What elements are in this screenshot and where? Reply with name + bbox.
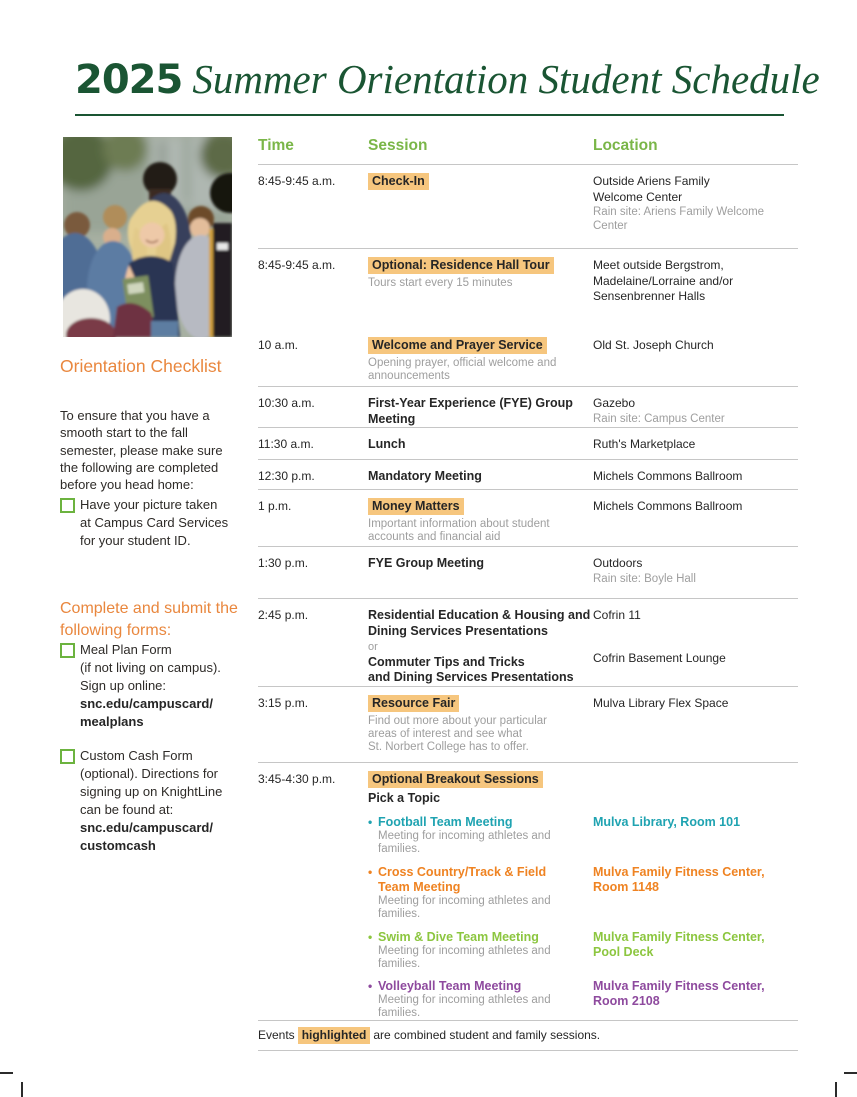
schedule-row-fye-afternoon	[258, 547, 798, 599]
event-time: 10:30 a.m.	[258, 396, 315, 410]
breakout-topic-football	[368, 815, 798, 856]
location-main: Gazebo	[593, 396, 636, 410]
crop-mark	[0, 1072, 13, 1074]
location-main: Mulva Library Flex Space	[593, 695, 729, 710]
bullet-icon: •	[368, 815, 373, 830]
form-item-text	[80, 641, 221, 731]
schedule-row-money-matters	[258, 490, 798, 547]
event-location	[593, 174, 798, 248]
session-desc: Tours start every 15 minutes	[368, 276, 513, 289]
session-title: Resource Fair	[368, 695, 459, 712]
custom-cash-url: snc.edu/campuscard/ customcash	[80, 819, 213, 853]
event-time: 1 p.m.	[258, 499, 292, 514]
rain-site-note: Rain site: Ariens Family Welcome Center	[593, 206, 765, 232]
column-header-location: Location	[593, 137, 658, 154]
legend-highlight-sample: highlighted	[298, 1027, 371, 1044]
event-time: 2:45 p.m.	[258, 608, 309, 623]
event-session	[368, 437, 593, 459]
topic-desc: Meeting for incoming athletes and families.	[378, 994, 551, 1020]
breakout-topic-cross-country	[368, 865, 798, 921]
title-underline	[75, 114, 784, 116]
event-location	[593, 396, 798, 427]
location-main: Outside Ariens Family Welcome Center	[593, 174, 710, 204]
session-title: First-Year Experience (FYE) Group Meeting	[368, 396, 573, 426]
event-session	[368, 174, 593, 248]
event-location	[593, 696, 798, 762]
event-location	[593, 258, 798, 329]
checklist-item-text: Have your picture taken at Campus Card Services for your student ID.	[80, 497, 229, 548]
topic-name: Football Team Meeting	[378, 815, 513, 830]
location-main: Outdoors	[593, 556, 643, 571]
event-session	[368, 499, 593, 546]
event-time: 11:30 a.m.	[258, 437, 314, 452]
column-header-session: Session	[368, 137, 428, 154]
session-title: Lunch	[368, 437, 406, 452]
form-item-custom-cash	[60, 747, 238, 855]
topic-location: Mulva Family Fitness Center, Room 2108	[593, 979, 765, 1009]
checkbox-icon	[60, 643, 75, 658]
form-item-meal-plan	[60, 641, 238, 731]
location-main: Ruth's Marketplace	[593, 437, 696, 452]
schedule-row-fye-group	[258, 387, 798, 428]
form-item-description: Meal Plan Form (if not living on campus). Sign up online:	[80, 642, 221, 693]
bullet-icon: •	[368, 929, 373, 944]
forms-heading: Complete and submit the following forms:	[60, 600, 238, 640]
crop-mark	[835, 1082, 837, 1097]
session-title: FYE Group Meeting	[368, 556, 484, 571]
session-title: Residential Education & Housing and Dining Services Presentations	[368, 608, 591, 638]
topic-name: Cross Country/Track & Field Team Meeting	[378, 864, 547, 894]
event-time: 8:45-9:45 a.m.	[258, 258, 336, 272]
event-location	[593, 556, 798, 598]
crop-mark	[21, 1082, 23, 1097]
event-session	[368, 469, 593, 489]
title-text: Summer Orientation Student Schedule	[192, 56, 820, 102]
schedule-row-welcome-prayer	[258, 329, 798, 387]
or-separator: or	[368, 640, 378, 653]
schedule-row-check-in	[258, 165, 798, 249]
checkbox-icon	[60, 749, 75, 764]
event-location	[593, 469, 798, 489]
session-desc: Opening prayer, official welcome and announcements	[368, 356, 557, 382]
event-time: 1:30 p.m.	[258, 556, 309, 571]
event-session	[368, 338, 593, 386]
session-title: Welcome and Prayer Service	[368, 337, 547, 354]
schedule-table	[258, 137, 798, 1051]
event-session	[368, 608, 593, 686]
event-time: 8:45-9:45 a.m.	[258, 174, 336, 188]
meal-plan-url: snc.edu/campuscard/ mealplans	[80, 695, 213, 729]
schedule-row-residence-tour	[258, 249, 798, 329]
students-photo	[63, 137, 232, 337]
topic-desc: Meeting for incoming athletes and families.	[378, 944, 551, 970]
event-session	[368, 556, 593, 598]
schedule-row-resource-fair	[258, 687, 798, 763]
schedule-row-mandatory-meeting	[258, 460, 798, 490]
topic-desc: Meeting for incoming athletes and families.	[378, 830, 551, 856]
breakout-topic-swim-dive	[368, 930, 798, 971]
crop-mark	[844, 1072, 857, 1074]
session-title: Money Matters	[368, 498, 464, 515]
legend-suffix: are combined student and family sessions.	[373, 1028, 601, 1043]
event-time: 10 a.m.	[258, 338, 299, 352]
event-location	[593, 499, 798, 546]
rain-site-note: Rain site: Campus Center	[593, 412, 725, 425]
topic-location: Mulva Family Fitness Center, Room 1148	[593, 864, 765, 894]
page-title	[75, 55, 820, 103]
schedule-row-lunch	[258, 428, 798, 460]
event-location	[593, 338, 798, 386]
topic-location: Mulva Library, Room 101	[593, 815, 741, 830]
rain-site-note: Rain site: Boyle Hall	[593, 572, 696, 585]
bullet-icon: •	[368, 864, 373, 879]
bullet-icon: •	[368, 979, 373, 994]
breakout-subtitle: Pick a Topic	[368, 790, 441, 805]
form-item-description: Custom Cash Form (optional). Directions for signing up on KnightLine can be found at:	[80, 748, 223, 817]
topic-location: Mulva Family Fitness Center, Pool Deck	[593, 929, 765, 959]
session-title: Optional: Residence Hall Tour	[368, 257, 554, 274]
event-time: 12:30 p.m.	[258, 469, 315, 484]
event-location	[593, 608, 798, 686]
event-time: 3:15 p.m.	[258, 695, 309, 710]
event-location	[593, 437, 798, 459]
topic-name: Swim & Dive Team Meeting	[378, 929, 539, 944]
session-title: Mandatory Meeting	[368, 469, 482, 484]
session-title: Optional Breakout Sessions	[368, 771, 543, 788]
checklist-heading: Orientation Checklist	[60, 356, 222, 376]
highlight-legend	[258, 1021, 798, 1051]
schedule-header	[258, 137, 798, 165]
event-session	[368, 396, 593, 427]
session-desc: Find out more about your particular areas of interest and see what St. Norbert College has to offer.	[368, 714, 547, 754]
title-year: 2025	[75, 57, 183, 103]
column-header-time: Time	[258, 137, 294, 154]
location-main: Michels Commons Ballroom	[593, 499, 743, 514]
location-main: Cofrin 11	[593, 608, 641, 623]
topic-name: Volleyball Team Meeting	[378, 979, 522, 994]
location-main: Michels Commons Ballroom	[593, 469, 743, 484]
event-session	[368, 696, 593, 762]
session-title: Check-In	[368, 173, 429, 190]
location-alt: Cofrin Basement Lounge	[593, 650, 726, 665]
schedule-row-breakout-sessions	[258, 763, 798, 1021]
checkbox-icon	[60, 498, 75, 513]
schedule-row-presentations	[258, 599, 798, 687]
event-session	[368, 258, 593, 329]
session-desc: Important information about student accounts and financial aid	[368, 517, 550, 544]
checklist-item	[60, 496, 238, 550]
breakout-topic-volleyball	[368, 979, 798, 1020]
form-item-text	[80, 747, 222, 855]
topic-desc: Meeting for incoming athletes and families.	[378, 894, 551, 920]
checklist-intro: To ensure that you have a smooth start to the fall semester, please make sure the following are completed before you head home:	[60, 408, 223, 493]
location-main: Meet outside Bergstrom, Madelaine/Lorraine and/or Sensenbrenner Halls	[593, 258, 734, 304]
session-title-alt: Commuter Tips and Tricks and Dining Services Presentations	[368, 654, 574, 685]
location-main: Old St. Joseph Church	[593, 338, 714, 352]
event-time: 3:45-4:30 p.m.	[258, 771, 336, 786]
breakout-block	[368, 772, 798, 1020]
legend-prefix: Events	[258, 1028, 295, 1043]
